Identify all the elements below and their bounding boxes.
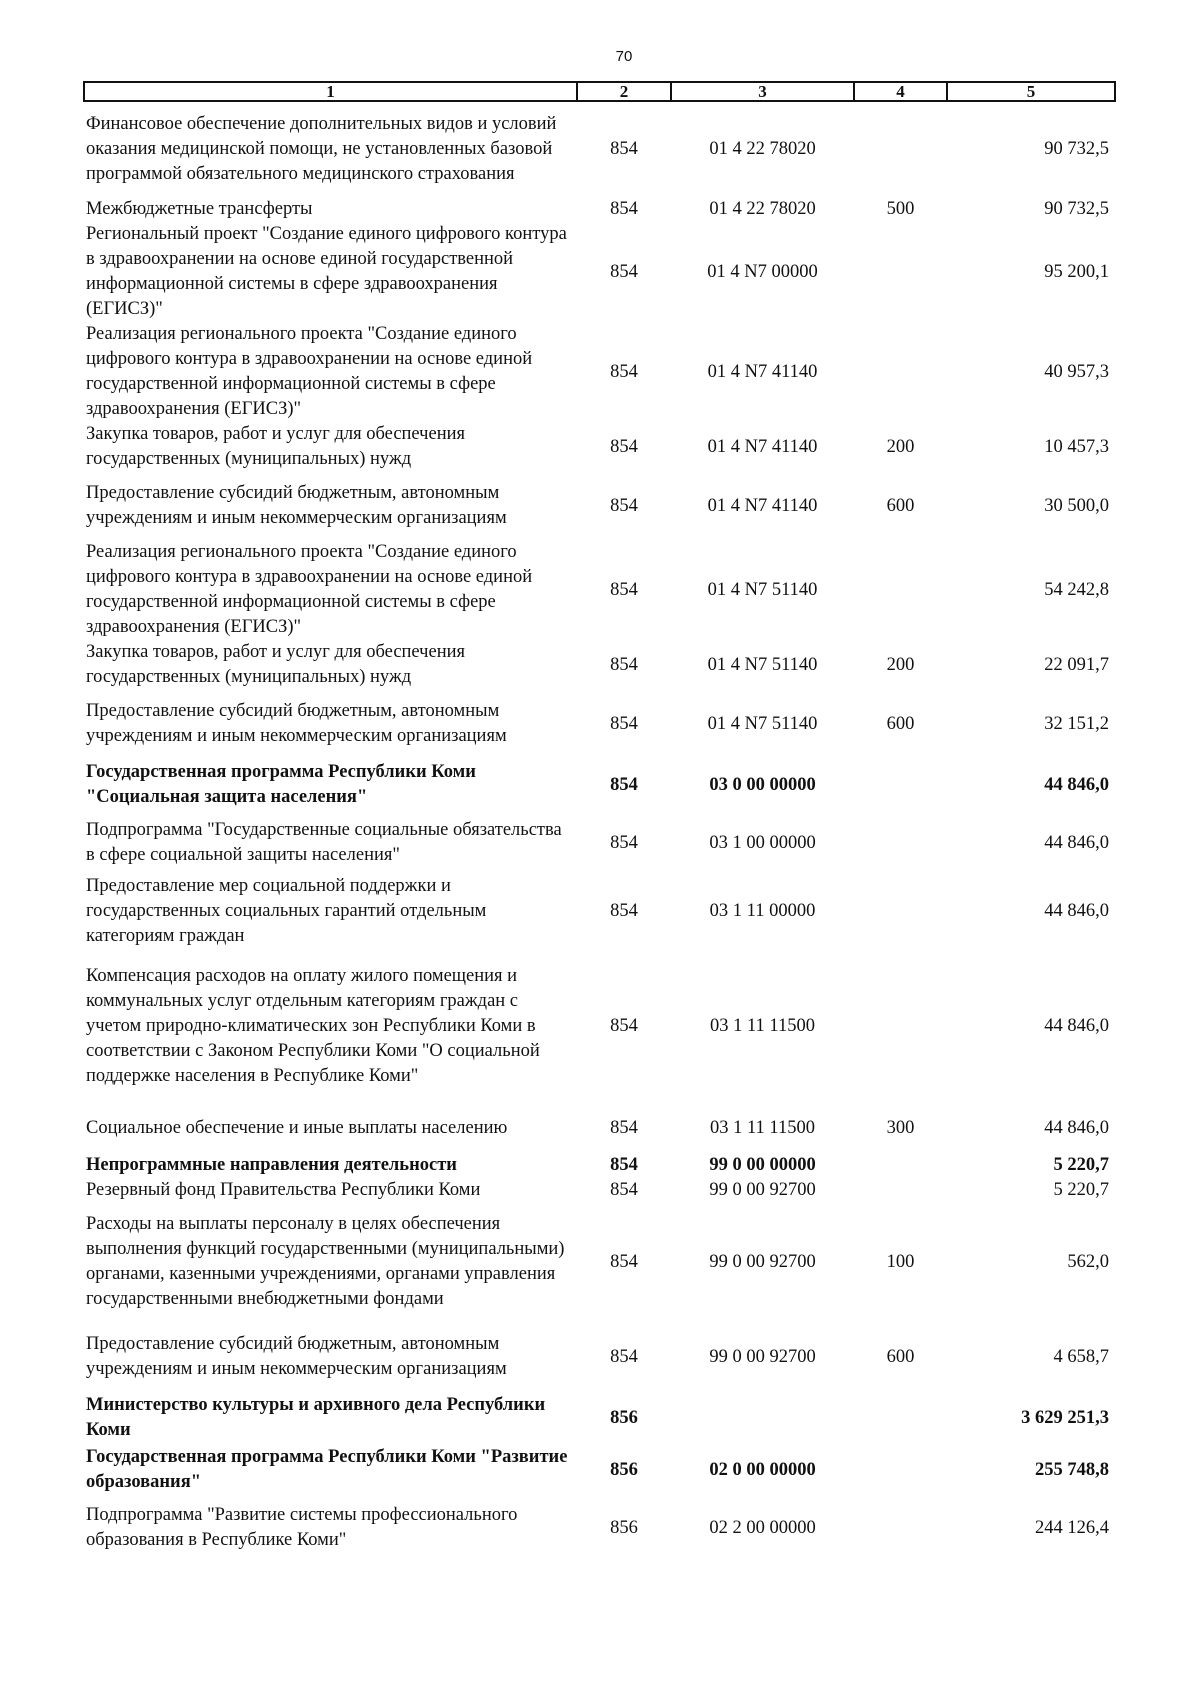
row-amount: 30 500,0 — [1044, 495, 1109, 516]
table-row — [84, 758, 1115, 812]
row-code: 01 4 N7 00000 — [707, 261, 818, 282]
row-amount: 44 846,0 — [1044, 1015, 1109, 1036]
row-name: Закупка товаров, работ и услуг для обеспечения государственных (муниципальных) нужд — [86, 642, 466, 687]
row-ministry: 854 — [610, 139, 638, 159]
table-row — [84, 322, 1115, 422]
table-row — [84, 1393, 1115, 1443]
row-expense-type: 100 — [886, 1251, 915, 1272]
row-code: 01 4 N7 41140 — [707, 436, 818, 457]
row-amount: 90 732,5 — [1044, 139, 1109, 159]
row-code: 01 4 22 78020 — [709, 139, 816, 159]
table-row — [84, 1103, 1115, 1153]
row-expense-type: 600 — [886, 495, 915, 516]
row-code: 03 1 11 11500 — [709, 1015, 815, 1036]
row-ministry: 854 — [610, 901, 638, 921]
row-expense-type — [854, 1178, 947, 1203]
row-name: Закупка товаров, работ и услуг для обеспечения государственных (муниципальных) нужд — [86, 424, 466, 469]
row-amount: 32 151,2 — [1044, 713, 1109, 734]
row-amount: 95 200,1 — [1044, 261, 1109, 282]
row-code: 01 4 N7 41140 — [707, 361, 818, 382]
row-code: 99 0 00 00000 — [709, 1155, 816, 1175]
row-ministry: 854 — [610, 495, 638, 516]
table-row — [84, 540, 1115, 640]
row-amount: 255 748,8 — [1035, 1459, 1109, 1480]
row-amount: 44 846,0 — [1044, 832, 1109, 853]
row-name: Подпрограмма "Государственные социальные обязательства в сфере социальной защиты населения" — [86, 820, 562, 865]
row-expense-type: 600 — [886, 1346, 915, 1367]
header-col-3: 3 — [671, 82, 854, 101]
row-name: Реализация регионального проекта "Создание единого цифрового контура в здравоохранении на основе единой государственной информационной системы в сфере здравоохранения (ЕГИСЗ)" — [86, 542, 533, 637]
table-row — [84, 812, 1115, 874]
row-name: Подпрограмма "Развитие системы профессионального образования в Республике Коми" — [86, 1505, 518, 1550]
row-expense-type — [854, 874, 947, 949]
row-amount: 44 846,0 — [1044, 901, 1109, 921]
row-expense-type — [854, 949, 947, 1103]
row-ministry: 854 — [610, 832, 638, 853]
row-name: Компенсация расходов на оплату жилого помещения и коммунальных услуг отдельным категориям граждан с учетом природно-климатических зон Республики Коми в соответствии с Законом Республики Коми "О социальной поддержке населения в Республике Коми" — [86, 965, 540, 1086]
row-expense-type: 500 — [886, 199, 915, 219]
row-name: Государственная программа Республики Коми "Социальная защита населения" — [86, 762, 476, 807]
row-code: 03 1 11 11500 — [709, 1117, 815, 1138]
row-amount: 4 658,7 — [1053, 1346, 1109, 1367]
row-code — [671, 1393, 854, 1443]
row-amount: 5 220,7 — [1053, 1155, 1109, 1175]
row-expense-type: 200 — [886, 654, 915, 675]
row-amount: 10 457,3 — [1044, 436, 1109, 457]
row-ministry: 856 — [610, 1517, 638, 1538]
row-code: 03 1 11 00000 — [709, 901, 816, 921]
row-amount: 90 732,5 — [1044, 199, 1109, 219]
header-col-5: 5 — [947, 82, 1115, 101]
row-ministry: 854 — [610, 361, 638, 382]
row-ministry: 854 — [610, 713, 638, 734]
table-row — [84, 472, 1115, 540]
table-row — [84, 640, 1115, 690]
row-expense-type — [854, 101, 947, 197]
row-amount: 40 957,3 — [1044, 361, 1109, 382]
row-ministry: 854 — [610, 261, 638, 282]
table-row — [84, 1178, 1115, 1203]
table-row — [84, 1497, 1115, 1559]
row-amount: 44 846,0 — [1044, 1117, 1109, 1138]
row-amount: 5 220,7 — [1053, 1180, 1109, 1200]
row-name: Финансовое обеспечение дополнительных видов и условий оказания медицинской помощи, не установленных базовой программой обязательного медицинского страхования — [86, 114, 557, 184]
row-amount: 22 091,7 — [1044, 654, 1109, 675]
table-row — [84, 874, 1115, 949]
row-expense-type — [854, 1497, 947, 1559]
header-row — [84, 82, 1115, 101]
table-row — [84, 1203, 1115, 1321]
row-amount: 44 846,0 — [1044, 774, 1109, 795]
row-code: 02 2 00 00000 — [709, 1517, 816, 1538]
row-amount: 244 126,4 — [1035, 1517, 1109, 1538]
row-ministry: 854 — [610, 654, 638, 675]
row-expense-type — [854, 540, 947, 640]
row-expense-type — [854, 1153, 947, 1178]
row-expense-type — [854, 222, 947, 322]
row-expense-type — [854, 758, 947, 812]
row-ministry: 854 — [610, 774, 638, 795]
row-code: 03 1 00 00000 — [709, 832, 816, 853]
row-name: Непрограммные направления деятельности — [86, 1155, 457, 1175]
row-expense-type — [854, 1443, 947, 1497]
row-expense-type: 600 — [886, 713, 915, 734]
row-amount: 562,0 — [1067, 1251, 1109, 1272]
table-row — [84, 222, 1115, 322]
table-row — [84, 101, 1115, 197]
row-ministry: 854 — [610, 199, 638, 219]
header-col-1: 1 — [84, 82, 577, 101]
row-name: Предоставление субсидий бюджетным, автономным учреждениям и иным некоммерческим организациям — [86, 1334, 507, 1379]
row-name: Предоставление субсидий бюджетным, автономным учреждениям и иным некоммерческим организациям — [86, 701, 507, 746]
row-code: 01 4 N7 51140 — [707, 579, 818, 600]
table-row — [84, 690, 1115, 758]
table-row — [84, 949, 1115, 1103]
row-code: 99 0 00 92700 — [709, 1180, 816, 1200]
row-expense-type — [854, 812, 947, 874]
row-code: 01 4 N7 51140 — [707, 654, 818, 675]
budget-table — [83, 81, 1116, 1559]
row-name: Резервный фонд Правительства Республики Коми — [86, 1180, 481, 1200]
row-code: 01 4 N7 51140 — [707, 713, 818, 734]
row-amount: 3 629 251,3 — [1021, 1407, 1109, 1428]
row-name: Предоставление субсидий бюджетным, автономным учреждениям и иным некоммерческим организациям — [86, 483, 507, 528]
row-name: Министерство культуры и архивного дела Республики Коми — [86, 1395, 546, 1440]
row-code: 02 0 00 00000 — [709, 1459, 816, 1480]
page-number: 70 — [615, 48, 633, 65]
row-ministry: 854 — [610, 1251, 638, 1272]
table-row — [84, 1443, 1115, 1497]
table-row — [84, 197, 1115, 222]
row-code: 01 4 22 78020 — [709, 199, 816, 219]
row-expense-type: 200 — [886, 436, 915, 457]
table-row — [84, 1153, 1115, 1178]
row-ministry: 854 — [610, 1180, 638, 1200]
row-code: 99 0 00 92700 — [709, 1251, 816, 1272]
row-expense-type — [854, 1393, 947, 1443]
row-ministry: 856 — [610, 1407, 638, 1428]
table-row — [84, 1321, 1115, 1393]
row-ministry: 854 — [610, 1117, 638, 1138]
row-code: 03 0 00 00000 — [709, 774, 816, 795]
row-name: Региональный проект "Создание единого цифрового контура в здравоохранении на основе единой государственной информационной системы в сфере здравоохранения (ЕГИСЗ)" — [86, 224, 567, 319]
row-name: Государственная программа Республики Коми "Развитие образования" — [86, 1447, 568, 1492]
row-expense-type: 300 — [886, 1117, 915, 1138]
row-name: Межбюджетные трансферты — [86, 199, 313, 219]
header-col-4: 4 — [854, 82, 947, 101]
row-amount: 54 242,8 — [1044, 579, 1109, 600]
row-ministry: 854 — [610, 1346, 638, 1367]
row-ministry: 854 — [610, 1155, 638, 1175]
row-name: Предоставление мер социальной поддержки и государственных социальных гарантий отдельным категориям граждан — [86, 876, 487, 946]
row-name: Реализация регионального проекта "Создание единого цифрового контура в здравоохранении на основе единой государственной информационной системы в сфере здравоохранения (ЕГИСЗ)" — [86, 324, 533, 419]
row-expense-type — [854, 322, 947, 422]
row-ministry: 854 — [610, 436, 638, 457]
row-code: 99 0 00 92700 — [709, 1346, 816, 1367]
row-ministry: 854 — [610, 579, 638, 600]
row-ministry: 854 — [610, 1015, 638, 1036]
row-code: 01 4 N7 41140 — [707, 495, 818, 516]
table-row — [84, 422, 1115, 472]
header-col-2: 2 — [577, 82, 671, 101]
row-ministry: 856 — [610, 1459, 638, 1480]
row-name: Социальное обеспечение и иные выплаты населению — [86, 1117, 508, 1138]
row-name: Расходы на выплаты персоналу в целях обеспечения выполнения функций государственными (муниципальными) органами, казенными учреждениями, органами управления государственными внебюджетными фондами — [86, 1214, 565, 1309]
